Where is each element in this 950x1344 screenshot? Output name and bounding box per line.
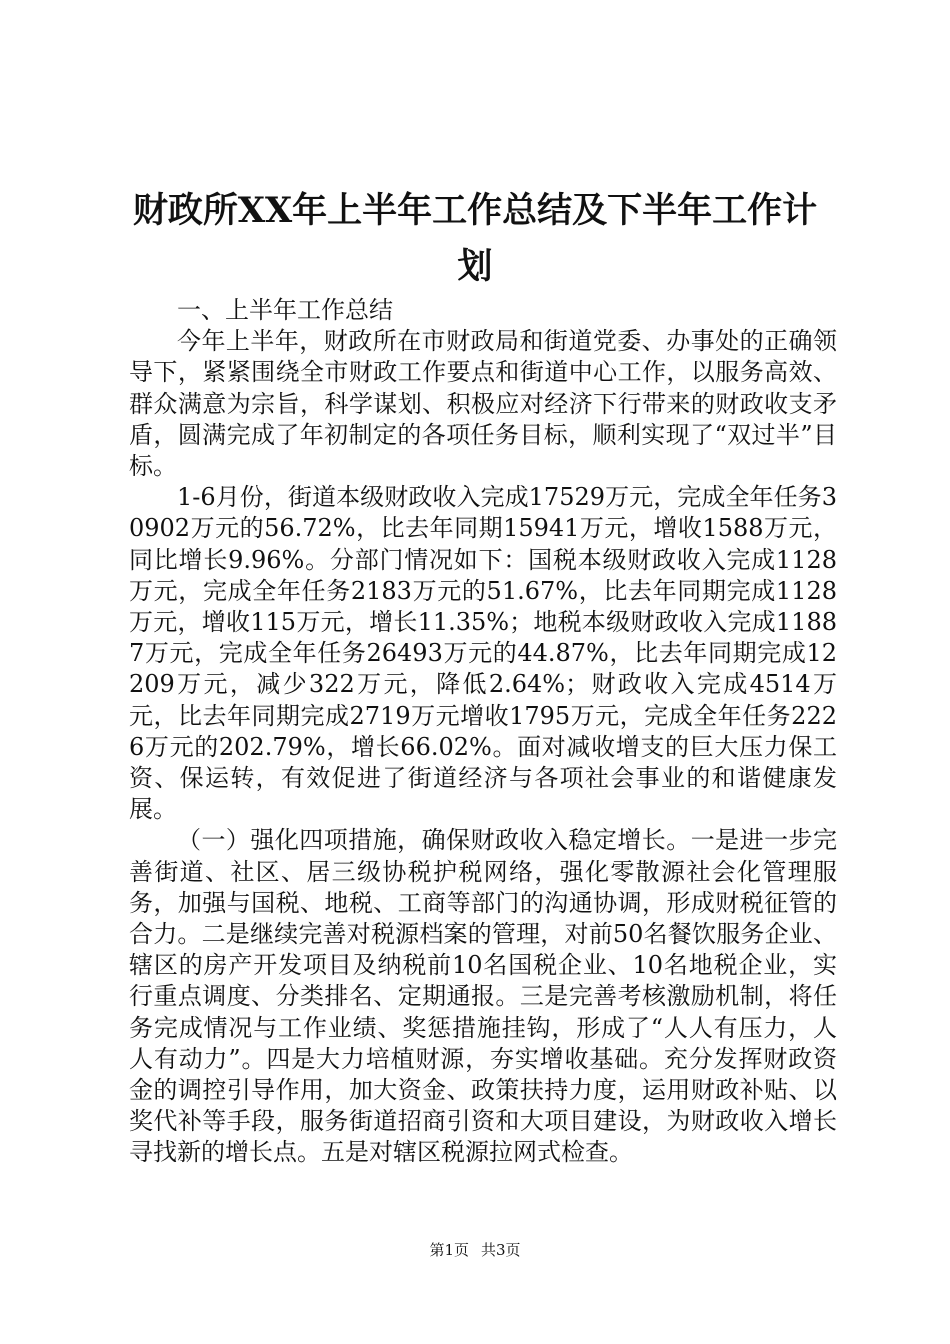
document-body (129, 295, 837, 1169)
section-heading: 一、上半年工作总结 (177, 296, 393, 324)
page-footer (0, 1240, 950, 1260)
paragraph-intro: 今年上半年，财政所在市财政局和街道党委、办事处的正确领导下，紧紧围绕全市财政工作要点和街道中心工作，以服务高效、群众满意为宗旨，科学谋划、积极应对经济下行带来的财政收支矛盾，圆满完成了年初制定的各项任务目标，顺利实现了“双过半”目标。 (129, 327, 837, 481)
paragraph-revenue: 1-6月份，街道本级财政收入完成17529万元，完成全年任务30902万元的56.72%，比去年同期15941万元，增收1588万元，同比增长9.96%。分部门情况如下：国税本级财政收入完成1128万元，完成全年任务2183万元的51.67%，比去年同期完成1128万元，增收115万元，增长11.35%；地税本级财政收入完成11887万元，完成全年任务26493万元的44.87%，比去年同期完成12209万元，减少322万元，降低2.64%；财政收入完成4514万元，比去年同期完成2719万元增收1795万元，完成全年任务2226万元的202.79%，增长66.02%。面对减收增支的巨大压力保工资、保运转，有效促进了街道经济与各项社会事业的和谐健康发展。 (129, 483, 837, 824)
document-title: 财政所XX年上半年工作总结及下半年工作计划 (132, 190, 818, 287)
paragraph-measures: （一）强化四项措施，确保财政收入稳定增长。一是进一步完善街道、社区、居三级协税护税网络，强化零散源社会化管理服务，加强与国税、地税、工商等部门的沟通协调，形成财税征管的合力。二是继续完善对税源档案的管理，对前50名餐饮服务企业、辖区的房产开发项目及纳税前10名国税企业、10名地税企业，实行重点调度、分类排名、定期通报。三是完善考核激励机制，将任务完成情况与工作业绩、奖惩措施挂钩，形成了“人人有压力，人人有动力”。四是大力培植财源，夯实增收基础。充分发挥财政资金的调控引导作用，加大资金、政策扶持力度，运用财政补贴、以奖代补等手段，服务街道招商引资和大项目建设，为财政收入增长寻找新的增长点。五是对辖区税源拉网式检查。 (129, 826, 837, 1167)
page-number: 第1页 (429, 1241, 469, 1259)
page-total: 共3页 (481, 1241, 521, 1259)
